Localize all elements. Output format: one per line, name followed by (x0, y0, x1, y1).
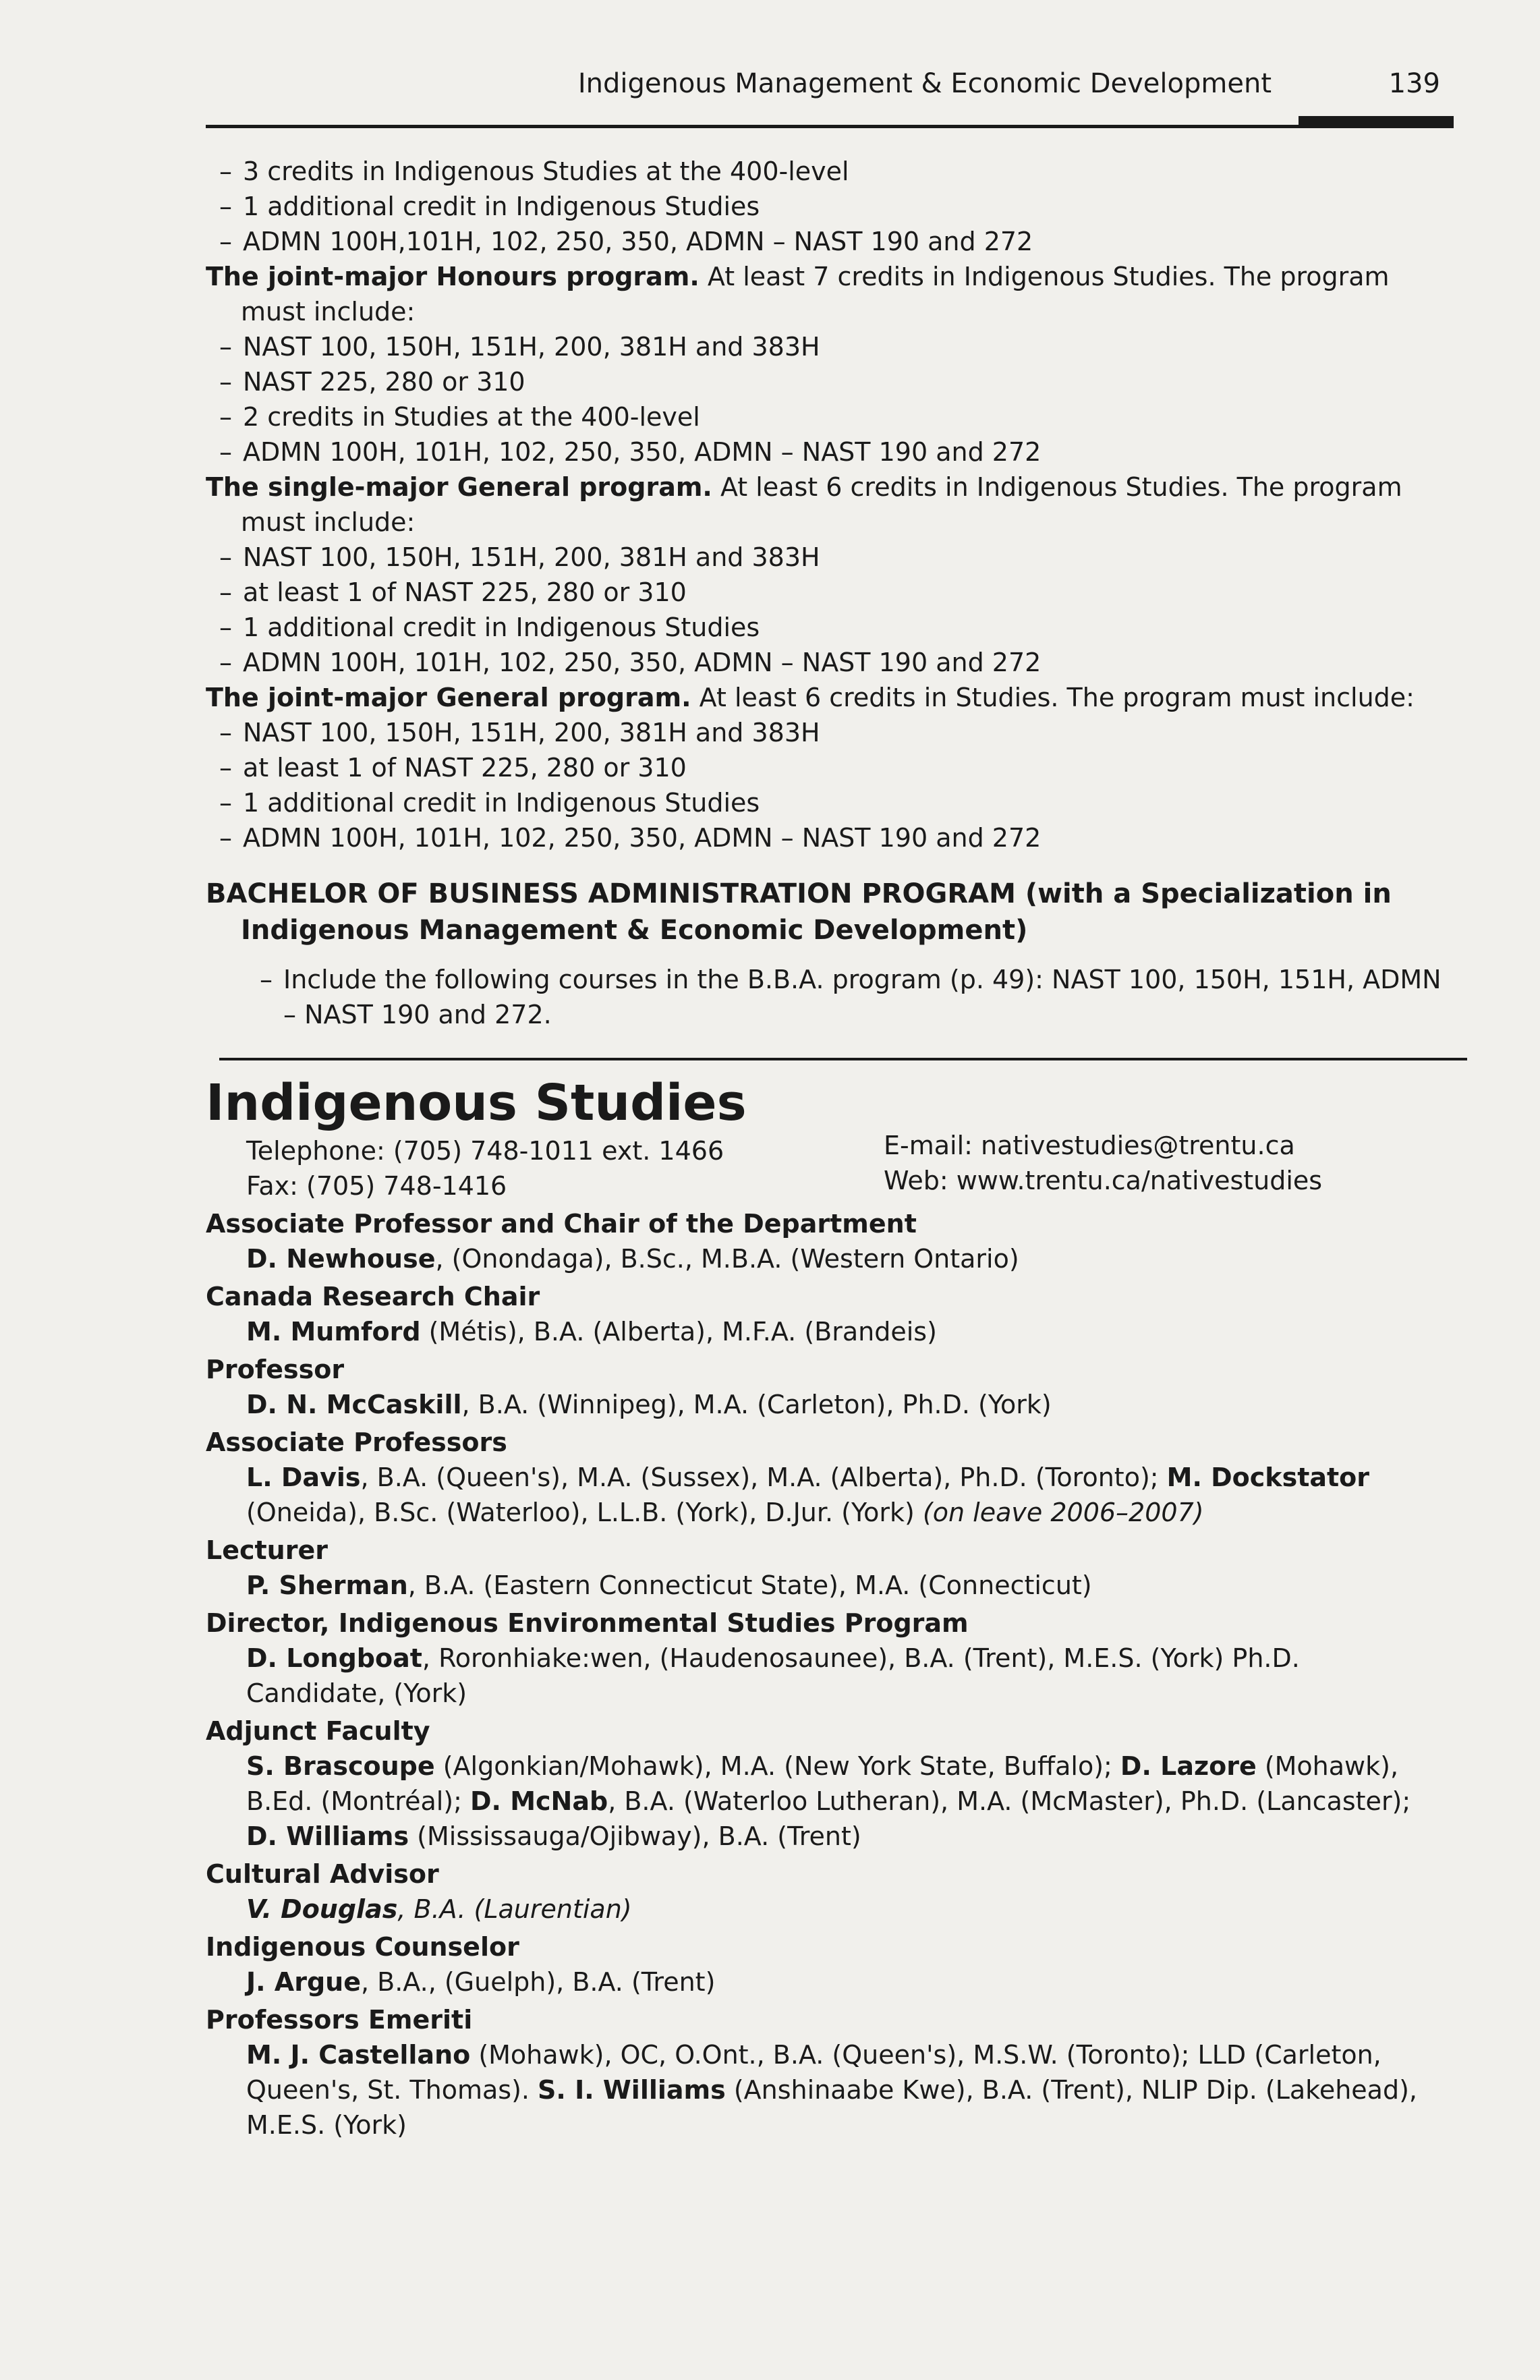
faculty-entry: V. Douglas, B.A. (Laurentian) (246, 1894, 632, 1924)
list-item: – NAST 100, 150H, 151H, 200, 381H and 383H (219, 718, 820, 747)
role-heading: Lecturer (206, 1535, 328, 1565)
role-heading: Indigenous Counselor (206, 1932, 519, 1962)
faculty-entry: D. Newhouse, (Onondaga), B.Sc., M.B.A. (Western Ontario) (246, 1244, 1019, 1274)
list-item: – 1 additional credit in Indigenous Studies (219, 788, 760, 818)
email: E-mail: nativestudies@trentu.ca (884, 1131, 1295, 1160)
role-heading: Associate Professor and Chair of the Department (206, 1209, 917, 1239)
joint-honours-program: The joint-major Honours program. At least 7 credits in Indigenous Studies. The program must include: (206, 262, 1390, 327)
list-item: – ADMN 100H, 101H, 102, 250, 350, ADMN – NAST 190 and 272 (219, 437, 1042, 467)
list-item: – ADMN 100H, 101H, 102, 250, 350, ADMN – NAST 190 and 272 (219, 648, 1042, 677)
joint-general-program: The joint-major General program. At least 6 credits in Studies. The program must include: (206, 683, 1415, 712)
list-item: – 3 credits in Indigenous Studies at the 400-level (219, 157, 849, 186)
web: Web: www.trentu.ca/nativestudies (884, 1166, 1323, 1195)
role-heading: Associate Professors (206, 1427, 507, 1457)
list-item: – NAST 100, 150H, 151H, 200, 381H and 383H (219, 332, 820, 362)
faculty-entry: L. Davis, B.A. (Queen's), M.A. (Sussex), M.A. (Alberta), Ph.D. (Toronto); M. Dockstator (Oneida), B.Sc. (Waterloo), L.L.B. (York), D.Jur. (York) (on leave 2006–2007) (246, 1463, 1370, 1527)
role-heading: Professors Emeriti (206, 2005, 473, 2035)
telephone: Telephone: (705) 748-1011 ext. 1466 (246, 1136, 724, 1166)
faculty-entry: P. Sherman, B.A. (Eastern Connecticut State), M.A. (Connecticut) (246, 1570, 1092, 1600)
list-item: – 1 additional credit in Indigenous Studies (219, 613, 760, 642)
list-item: – ADMN 100H, 101H, 102, 250, 350, ADMN – NAST 190 and 272 (219, 823, 1042, 853)
page-content (206, 154, 1447, 2143)
list-item: – NAST 100, 150H, 151H, 200, 381H and 383H (219, 542, 820, 572)
bba-list-item: – Include the following courses in the B.B.A. program (p. 49): NAST 100, 150H, 151H, ADMN – NAST 190 and 272. (260, 965, 1442, 1029)
section-divider (219, 1058, 1467, 1060)
list-item: – 1 additional credit in Indigenous Studies (219, 192, 760, 221)
faculty-entry: S. Brascoupe (Algonkian/Mohawk), M.A. (New York State, Buffalo); D. Lazore (Mohawk), B.Ed. (Montréal); D. McNab, B.A. (Waterloo Lutheran), M.A. (McMaster), Ph.D. (Lancaster); D. Williams (Mississauga/Ojibway), B.A. (Trent) (246, 1751, 1411, 1851)
running-title: Indigenous Management & Economic Development (577, 68, 1272, 99)
list-item: – NAST 225, 280 or 310 (219, 367, 525, 397)
faculty-entry: D. Longboat, Roronhiake:wen, (Haudenosaunee), B.A. (Trent), M.E.S. (York) Ph.D. Candidate, (York) (246, 1643, 1300, 1708)
role-heading: Adjunct Faculty (206, 1716, 430, 1746)
list-item: – at least 1 of NAST 225, 280 or 310 (219, 753, 687, 783)
role-heading: Cultural Advisor (206, 1859, 439, 1889)
page-header (206, 64, 1454, 128)
role-heading: Professor (206, 1355, 345, 1384)
list-item: – at least 1 of NAST 225, 280 or 310 (219, 577, 687, 607)
faculty-entry: D. N. McCaskill, B.A. (Winnipeg), M.A. (Carleton), Ph.D. (York) (246, 1390, 1052, 1419)
header-tab-bar (1299, 116, 1454, 128)
list-item: – 2 credits in Studies at the 400-level (219, 402, 700, 432)
faculty-entry: M. J. Castellano (Mohawk), OC, O.Ont., B.A. (Queen's), M.S.W. (Toronto); LLD (Carleton, Queen's, St. Thomas). S. I. Williams (Anshinaabe Kwe), B.A. (Trent), NLIP Dip. (Lakehead), M.E.S. (York) (246, 2040, 1417, 2140)
page-number: 139 (1388, 68, 1440, 99)
role-heading: Director, Indigenous Environmental Studies Program (206, 1608, 969, 1638)
department-title: Indigenous Studies (206, 1074, 747, 1132)
single-general-program: The single-major General program. At least 6 credits in Indigenous Studies. The program must include: (206, 472, 1402, 537)
faculty-entry: M. Mumford (Métis), B.A. (Alberta), M.F.A. (Brandeis) (246, 1317, 937, 1347)
role-heading: Canada Research Chair (206, 1282, 540, 1311)
list-item: – ADMN 100H,101H, 102, 250, 350, ADMN – NAST 190 and 272 (219, 227, 1033, 256)
bba-heading: BACHELOR OF BUSINESS ADMINISTRATION PROGRAM (with a Specialization in Indigenous Management & Economic Development) (206, 878, 1392, 946)
faculty-entry: J. Argue, B.A., (Guelph), B.A. (Trent) (246, 1967, 716, 1997)
contact-block (206, 1133, 1447, 1203)
fax: Fax: (705) 748-1416 (246, 1171, 507, 1201)
